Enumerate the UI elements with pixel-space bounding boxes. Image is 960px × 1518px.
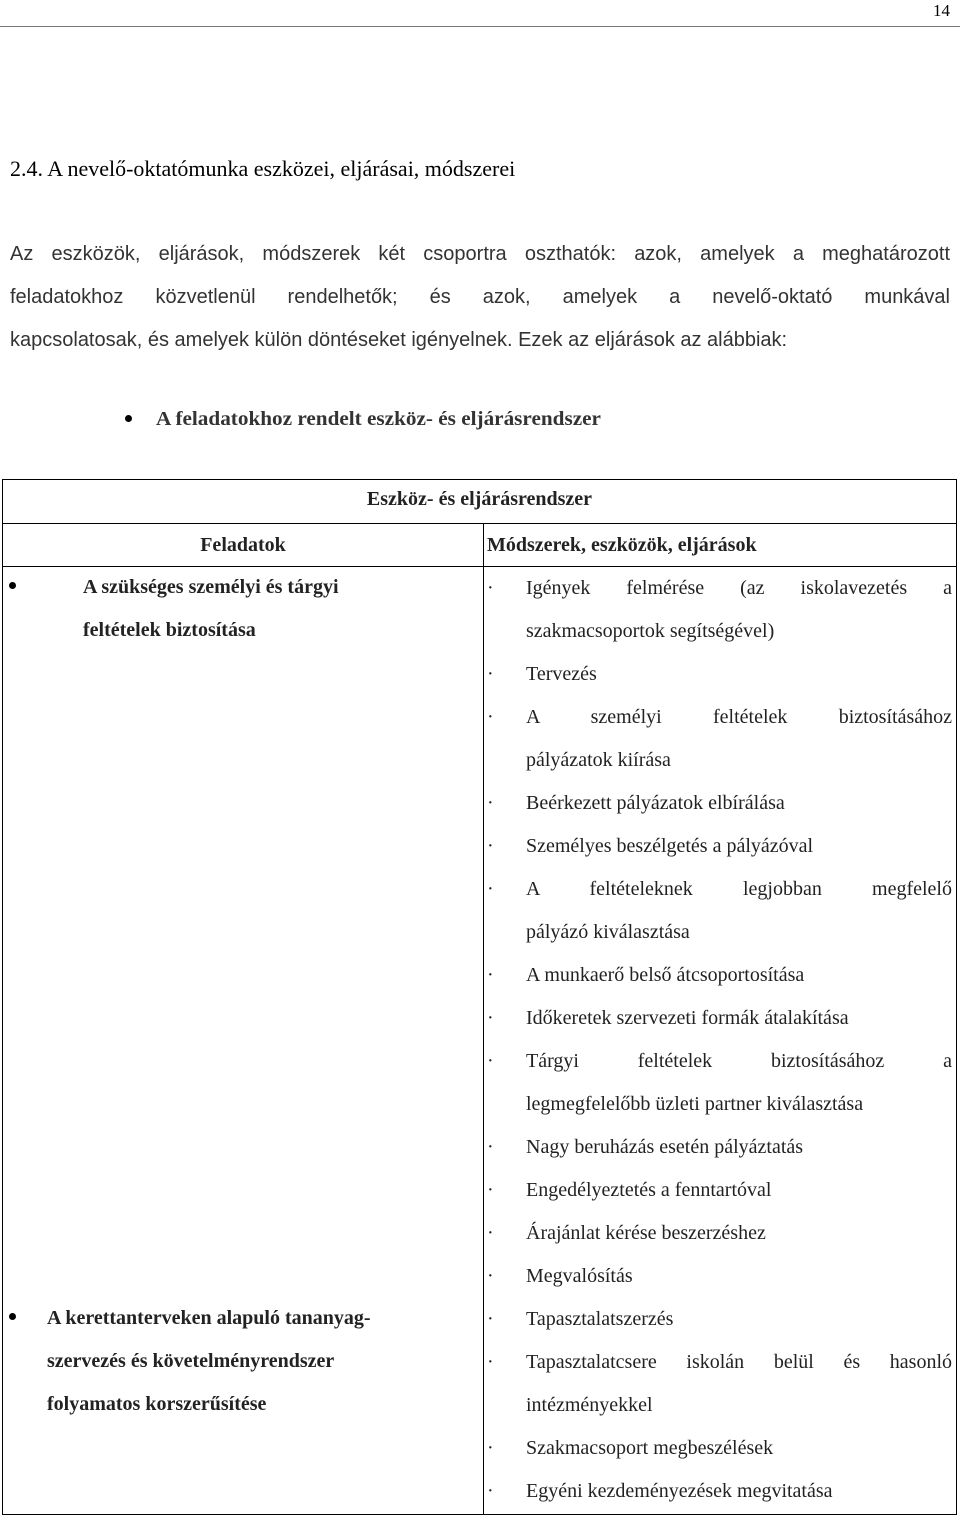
middle-dot-icon: · bbox=[487, 1480, 494, 1502]
methods-list bbox=[486, 567, 952, 1513]
middle-dot-icon: · bbox=[487, 878, 494, 900]
task-line: szervezés és követelményrendszer bbox=[47, 1350, 335, 1372]
table-title: Eszköz- és eljárásrendszer bbox=[3, 480, 956, 524]
method-item bbox=[486, 1298, 952, 1341]
method-line: Tapasztalatszerzés bbox=[526, 1308, 674, 1330]
bullet-icon bbox=[9, 582, 16, 589]
column-header-methods: Módszerek, eszközök, eljárások bbox=[487, 534, 757, 556]
task-line: feltételek biztosítása bbox=[83, 619, 256, 641]
column-divider bbox=[483, 524, 484, 1514]
middle-dot-icon: · bbox=[487, 577, 494, 599]
method-line: Engedélyeztetés a fenntartóval bbox=[526, 1179, 772, 1201]
method-line: Tárgyi feltételek biztosításához a bbox=[526, 1050, 952, 1072]
method-line: Egyéni kezdeményezések megvitatása bbox=[526, 1480, 833, 1502]
middle-dot-icon: · bbox=[487, 1007, 494, 1029]
method-item bbox=[486, 1341, 952, 1427]
middle-dot-icon: · bbox=[487, 792, 494, 814]
method-item bbox=[486, 1427, 952, 1470]
intro-line-2: feladatokhoz közvetlenül rendelhetők; és azok, amelyek a nevelő-oktató munkával bbox=[10, 286, 950, 308]
method-line: Beérkezett pályázatok elbírálása bbox=[526, 792, 785, 814]
method-line: legmegfelelőbb üzleti partner kiválasztása bbox=[526, 1093, 864, 1115]
method-item bbox=[486, 782, 952, 825]
method-item bbox=[486, 1126, 952, 1169]
bullet-icon bbox=[125, 415, 132, 422]
method-line: A feltételeknek legjobban megfelelő bbox=[526, 878, 952, 900]
middle-dot-icon: · bbox=[487, 1179, 494, 1201]
method-item bbox=[486, 825, 952, 868]
method-line: Szakmacsoport megbeszélések bbox=[526, 1437, 774, 1459]
task-line: folyamatos korszerűsítése bbox=[47, 1393, 267, 1415]
middle-dot-icon: · bbox=[487, 1222, 494, 1244]
middle-dot-icon: · bbox=[487, 1308, 494, 1330]
method-item bbox=[486, 653, 952, 696]
page-number: 14 bbox=[933, 1, 950, 20]
procedures-table bbox=[2, 479, 957, 1515]
method-item bbox=[486, 1040, 952, 1126]
middle-dot-icon: · bbox=[487, 1351, 494, 1373]
method-line: Tervezés bbox=[526, 663, 597, 685]
section-heading: 2.4. A nevelő-oktatómunka eszközei, eljárásai, módszerei bbox=[10, 156, 516, 181]
method-line: Tapasztalatcsere iskolán belül és hasonló bbox=[526, 1351, 952, 1373]
method-item bbox=[486, 567, 952, 653]
method-line: intézményekkel bbox=[526, 1394, 653, 1416]
method-item bbox=[486, 1255, 952, 1298]
task-item bbox=[9, 566, 479, 652]
middle-dot-icon: · bbox=[487, 663, 494, 685]
column-header-tasks: Feladatok bbox=[200, 534, 286, 556]
method-line: Időkeretek szervezeti formák átalakítása bbox=[526, 1007, 849, 1029]
middle-dot-icon: · bbox=[487, 1050, 494, 1072]
bullet-heading-text: A feladatokhoz rendelt eszköz- és eljárásrendszer bbox=[156, 408, 601, 430]
header-rule bbox=[0, 26, 960, 27]
method-line: szakmacsoportok segítségével) bbox=[526, 620, 775, 642]
method-item bbox=[486, 696, 952, 782]
middle-dot-icon: · bbox=[487, 1136, 494, 1158]
method-item bbox=[486, 1169, 952, 1212]
method-line: Személyes beszélgetés a pályázóval bbox=[526, 835, 814, 857]
middle-dot-icon: · bbox=[487, 1437, 494, 1459]
bullet-icon bbox=[9, 1313, 16, 1320]
method-item bbox=[486, 954, 952, 997]
method-line: Megvalósítás bbox=[526, 1265, 633, 1287]
task-line: A kerettanterveken alapuló tananyag- bbox=[47, 1307, 371, 1329]
method-line: A munkaerő belső átcsoportosítása bbox=[526, 964, 805, 986]
method-item bbox=[486, 868, 952, 954]
method-item bbox=[486, 1470, 952, 1513]
method-line: A személyi feltételek biztosításához bbox=[526, 706, 952, 728]
middle-dot-icon: · bbox=[487, 964, 494, 986]
method-item bbox=[486, 997, 952, 1040]
method-line: Árajánlat kérése beszerzéshez bbox=[526, 1222, 766, 1244]
task-item bbox=[9, 1297, 479, 1426]
intro-line-3: kapcsolatosak, és amelyek külön döntéseket igényelnek. Ezek az eljárások az alábbiak: bbox=[10, 329, 788, 351]
middle-dot-icon: · bbox=[487, 1265, 494, 1287]
method-line: Nagy beruházás esetén pályáztatás bbox=[526, 1136, 804, 1158]
task-line: A szükséges személyi és tárgyi bbox=[83, 576, 339, 598]
middle-dot-icon: · bbox=[487, 706, 494, 728]
bullet-heading bbox=[125, 408, 601, 431]
method-line: pályázó kiválasztása bbox=[526, 921, 690, 943]
method-line: Igények felmérése (az iskolavezetés a bbox=[526, 577, 952, 599]
method-line: pályázatok kiírása bbox=[526, 749, 671, 771]
method-item bbox=[486, 1212, 952, 1255]
middle-dot-icon: · bbox=[487, 835, 494, 857]
intro-line-1: Az eszközök, eljárások, módszerek két csoportra oszthatók: azok, amelyek a meghatározott bbox=[10, 243, 950, 265]
